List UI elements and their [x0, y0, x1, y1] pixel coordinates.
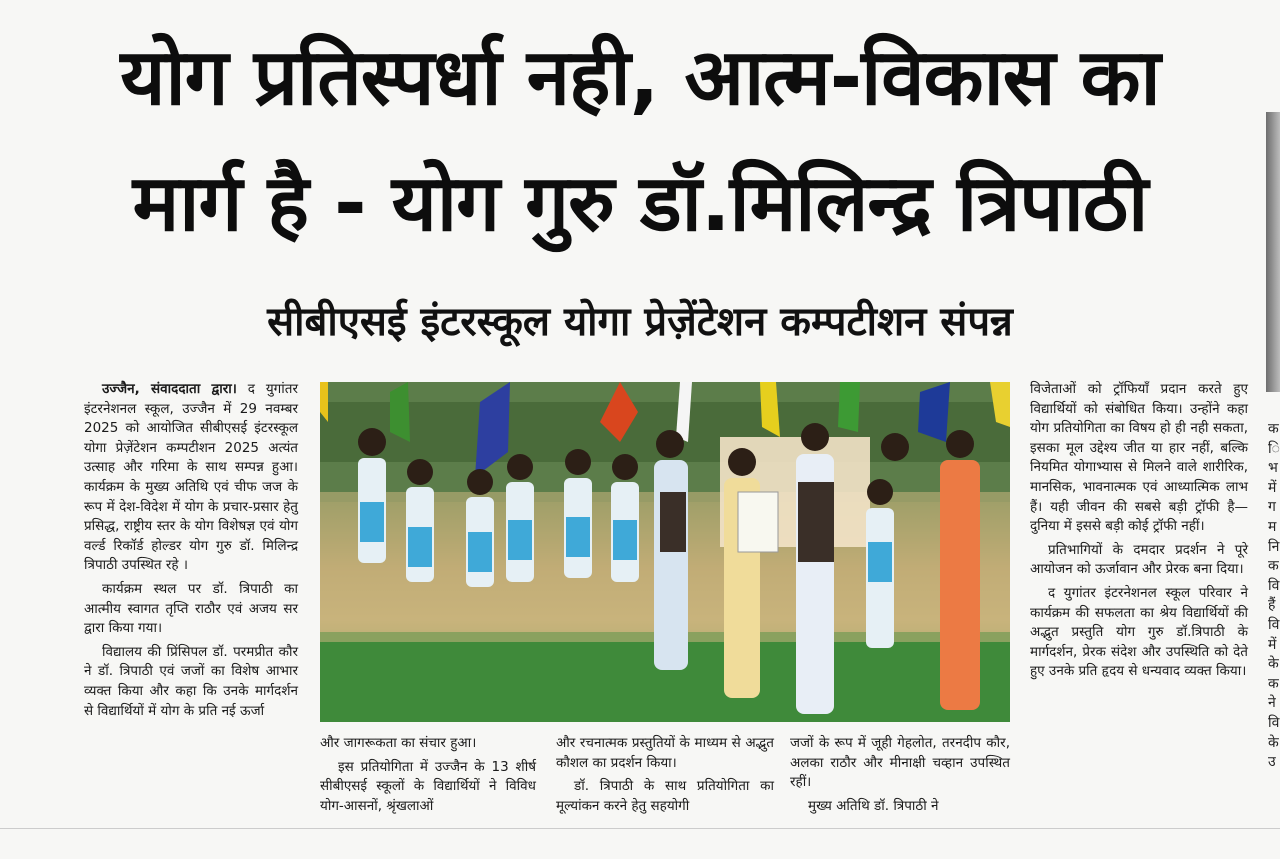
- event-photo-illustration: [320, 382, 1010, 722]
- column-a-paragraph-2: इस प्रतियोगिता में उज्जैन के 13 शीर्ष सीबीएसई स्कूलों के विद्यार्थियों ने विविध योग-आसनों, श्रृंखलाओं: [320, 758, 536, 814]
- headline-line-2: मार्ग है - योग गुरु डॉ.मिलिन्द्र त्रिपाठी: [132, 159, 1148, 249]
- column-a-paragraph-1: और जागरूकता का संचार हुआ।: [320, 735, 477, 751]
- column1-first-paragraph: [84, 380, 298, 576]
- subheadline: सीबीएसई इंटरस्कूल योगा प्रेज़ेंटेशन कम्पटीशन संपन्न: [267, 299, 1013, 345]
- column4-paragraph-2: प्रतिभागियों के दमदार प्रदर्शन ने पूरे आयोजन को ऊर्जावान और प्रेरक बना दिया।: [1030, 541, 1248, 578]
- byline: उज्जैन, संवाददाता द्वारा।: [102, 381, 237, 397]
- article-column-4: [1030, 380, 1248, 682]
- bottom-rule: [0, 828, 1280, 829]
- column1-paragraph-2: कार्यक्रम स्थल पर डॉ. त्रिपाठी का आत्मीय स्वागत तृप्ति राठौर एवं अजय सर द्वारा किया गया।: [84, 580, 298, 637]
- article-column-a: [320, 734, 536, 816]
- column1-paragraph-1: द युगांतर इंटरनेशनल स्कूल, उज्जैन में 29 नवम्बर 2025 को आयोजित सीबीएसई इंटरस्कूल योगा प्रेज़ेंटेशन कम्पटीशन 2025 अत्यंत उत्साह और गरिमा के साथ सम्पन्न हुआ। कार्यक्रम के मुख्य अतिथि एवं चीफ जज के रूप में देश-विदेश में योग के प्रचार-प्रसार हेतु प्रसिद्ध, राष्ट्रीय स्तर के योग विशेषज्ञ एवं योग वर्ल्ड रिकॉर्ड होल्डर योग गुरु डॉ. मिलिन्द्र त्रिपाठी उपस्थित रहे ।: [84, 381, 298, 574]
- article-column-b: [556, 734, 774, 816]
- column4-paragraph-3: द युगांतर इंटरनेशनल स्कूल परिवार ने कार्यक्रम की सफलता का श्रेय विद्यार्थियों की अद्भुत प्रस्तुति योग गुरु डॉ.त्रिपाठी के मार्गदर्शन, प्रेरक संदेश और उपस्थिति को देते हुए उनके प्रति हृदय से धन्यवाद व्यक्त किया।: [1030, 584, 1248, 680]
- headline-line-1: योग प्रतिस्पर्धा नही, आत्म-विकास का: [120, 33, 1160, 123]
- article-column-c: [790, 734, 1010, 816]
- article-column-1: [84, 380, 298, 721]
- column-b-paragraph-1: और रचनात्मक प्रस्तुतियों के माध्यम से अद्भुत कौशल का प्रदर्शन किया।: [556, 735, 774, 771]
- column-c-paragraph-2: मुख्य अतिथि डॉ. त्रिपाठी ने: [808, 797, 939, 814]
- column-c-paragraph-1: जजों के रूप में जूही गेहलोत, तरनदीप कौर, अलका राठौर और मीनाक्षी चव्हान उपस्थित रहीं।: [790, 735, 1010, 791]
- column4-paragraph-1: विजेताओं को ट्रॉफियाँ प्रदान करते हुए विद्यार्थियों को संबोधित किया। उन्होंने कहा योग प्रतियोगिता का विषय हो ही नही सकता, इसका मूल उद्देश्य जीत या हार नहीं, बल्कि नियमित योगाभ्यास से मिलने वाले शारीरिक, मानसिक, भावनात्मक एवं आध्यात्मिक लाभ हैं। यही जीवन की सबसे बड़ी ट्रॉफी है—दुनिया में इससे बड़ी कोई ट्रॉफी नहीं।: [1030, 381, 1248, 535]
- adjacent-article-photo: [1266, 112, 1280, 392]
- event-photo: [320, 382, 1010, 722]
- column1-paragraph-3: विद्यालय की प्रिंसिपल डॉ. परमप्रीत कौर ने डॉ. त्रिपाठी एवं जजों का विशेष आभार व्यक्त किया और कहा कि उनके मार्गदर्शन से विद्यार्थियों में योग के प्रति नई ऊर्जा: [84, 643, 298, 719]
- adjacent-article-text: क ि भ में ग म नि क वि हैं वि में के क ने वि के उ: [1268, 421, 1280, 771]
- column-b-paragraph-2: डॉ. त्रिपाठी के साथ प्रतियोगिता का मूल्यांकन करने हेतु सहयोगी: [556, 778, 774, 814]
